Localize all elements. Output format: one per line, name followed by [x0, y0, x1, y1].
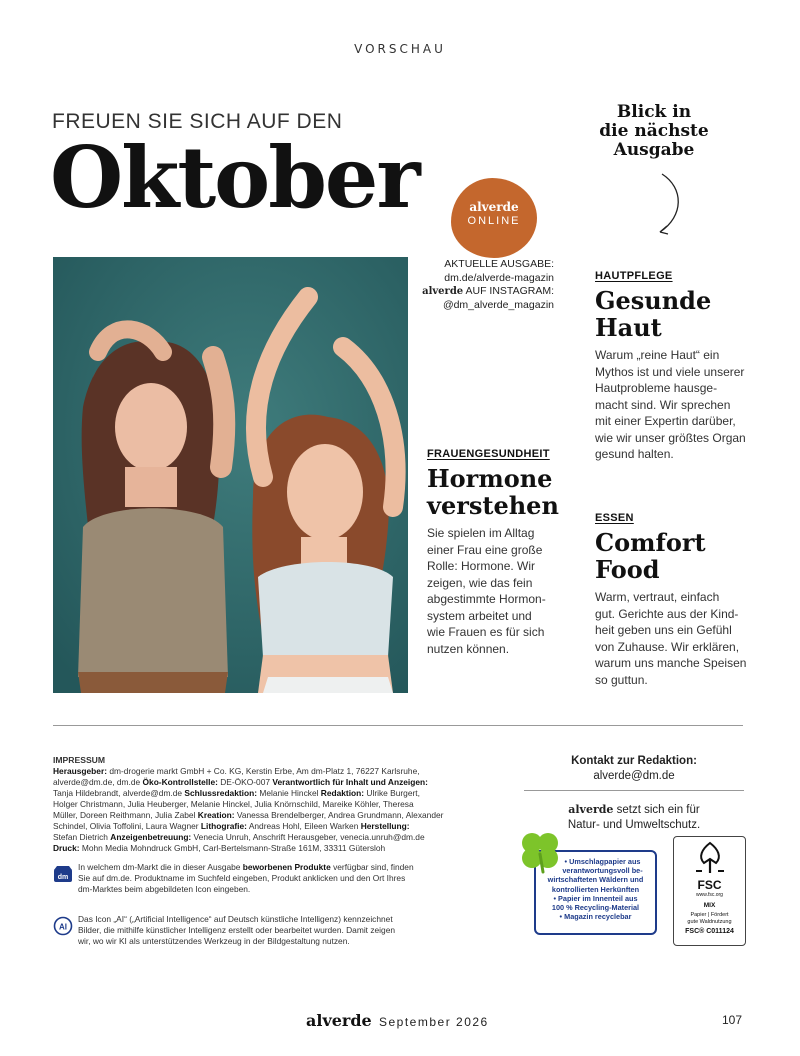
topic-hormones — [427, 448, 577, 657]
svg-text:AI: AI — [59, 922, 67, 932]
dm-market-icon — [53, 864, 73, 884]
footer-brand: alverde — [306, 1011, 372, 1030]
fsc-desc: Papier | Fördert gute Waldnutzung — [687, 912, 732, 925]
fsc-code: FSC® C011124 — [685, 928, 734, 935]
preview-line: die nächste — [599, 121, 709, 141]
contact-heading: Kontakt zur Redaktion: — [571, 755, 697, 767]
kicker: FREUEN SIE SICH AUF DEN — [52, 110, 343, 133]
impressum-heading: IMPRESSUM — [53, 755, 106, 765]
online-badge — [451, 178, 537, 258]
divider — [524, 790, 744, 791]
topic-category: HAUTPFLEGE — [595, 270, 673, 282]
svg-text:dm: dm — [57, 874, 69, 881]
badge-brand: alverde — [469, 200, 519, 214]
topic-body: Sie spielen im Alltag einer Frau eine große Rolle: Hormone. Wir zeigen, wie das fein abgestimmte Hormon- system arbeitet und wie Frauen es für sich nutzen können. — [427, 526, 546, 656]
instagram-handle[interactable]: @dm_alverde_magazin — [442, 298, 554, 311]
topic-body: Warm, vertraut, einfach gut. Gerichte aus der Kind- heit geben uns ein Gefühl von Zuhause. Wir erklären, warum uns manche Speisen so guttun. — [595, 590, 747, 687]
fsc-label — [673, 836, 746, 946]
fsc-name: FSC — [697, 878, 722, 892]
footer-date: September 2026 — [379, 1015, 489, 1029]
cover-photo — [53, 257, 408, 693]
topic-title: Hormone verstehen — [427, 464, 559, 520]
preview-line: Blick in — [616, 102, 692, 122]
page-title: Oktober — [50, 128, 419, 227]
brand-name: alverde — [422, 286, 464, 297]
recycling-info: • Umschlagpapier aus verantwortungsvoll be- wirtschafteten Wäldern und kontrollierten Herkünften • Papier im Innenteil aus 100 % Recycling-Material • Magazin recyclebar — [534, 850, 657, 935]
topic-category: FRAUENGESUNDHEIT — [427, 448, 550, 460]
impressum: IMPRESSUM Herausgeber: dm-drogerie markt GmbH + Co. KG, Kerstin Erbe, Am dm-Platz 1, 76227 Karlsruhe, alverde@dm.de, dm.de Öko-Kontrollstelle: DE-ÖKO-007 Verantwortlich für Inhalt und Anzeigen: Tanja Hildebrandt, alverde@dm.de Schlussredaktion: Melanie Hinckel Redaktion: Ulrike Burgert, Holger Christmann, Julia Heuberger, Melanie Hinckel, Julia Knörnschild, Mareike Köhler, Theresa Müller, Doreen Reithmann, Julia Zabel Kreation: Vanessa Brendelberger, Andrea Grundmann, Alexander Schindel, Olivia Toffolini, Laura Wagner Lithografie: Andreas Hohl, Eileen Warken Herstellung: Stefan Dietrich Anzeigenbetreuung: Venecia Unruh, Anschrift Herausgeber, venecia.unruh@dm.de Druck: Mohn Media Mohndruck GmbH, Carl-Bertelsmann-Straße 161M, 33311 Gütersloh — [53, 755, 481, 854]
topic-skincare — [595, 270, 755, 463]
photo-illustration — [53, 257, 408, 693]
topic-body: Warum „reine Haut“ ein Mythos ist und viele unserer Hautprobleme hausge- macht sind. Wir sprechen mit einer Expertin darüber, wie wir unser größtes Organ gesund halten. — [595, 348, 746, 461]
topic-title: Gesunde Haut — [595, 286, 712, 342]
topic-food — [595, 512, 755, 688]
editorial-contact — [524, 754, 744, 784]
preview-heading — [574, 103, 734, 160]
curved-arrow-icon — [640, 170, 688, 240]
topic-title: Comfort Food — [595, 528, 706, 584]
magazine-link[interactable]: dm.de/alverde-magazin — [444, 271, 554, 284]
ai-icon — [53, 916, 73, 936]
eco-statement: alverde setzt sich ein für Natur- und Umweltschutz. — [567, 803, 701, 831]
online-info-line: alverde AUF INSTAGRAM: — [422, 285, 554, 297]
section-label: VORSCHAU — [354, 42, 446, 56]
online-info-line: AKTUELLE AUSGABE: — [444, 258, 554, 270]
online-info — [420, 258, 554, 312]
fsc-tree-icon — [690, 841, 730, 875]
page-number: 107 — [722, 1013, 743, 1027]
fsc-url: www.fsc.org — [696, 892, 723, 898]
badge-label: ONLINE — [467, 215, 521, 227]
clover-icon — [515, 826, 565, 876]
preview-line: Ausgabe — [613, 140, 695, 160]
contact-email[interactable]: alverde@dm.de — [593, 770, 675, 782]
topic-category: ESSEN — [595, 512, 634, 524]
divider — [53, 725, 743, 726]
fsc-mix: MIX — [703, 902, 716, 909]
